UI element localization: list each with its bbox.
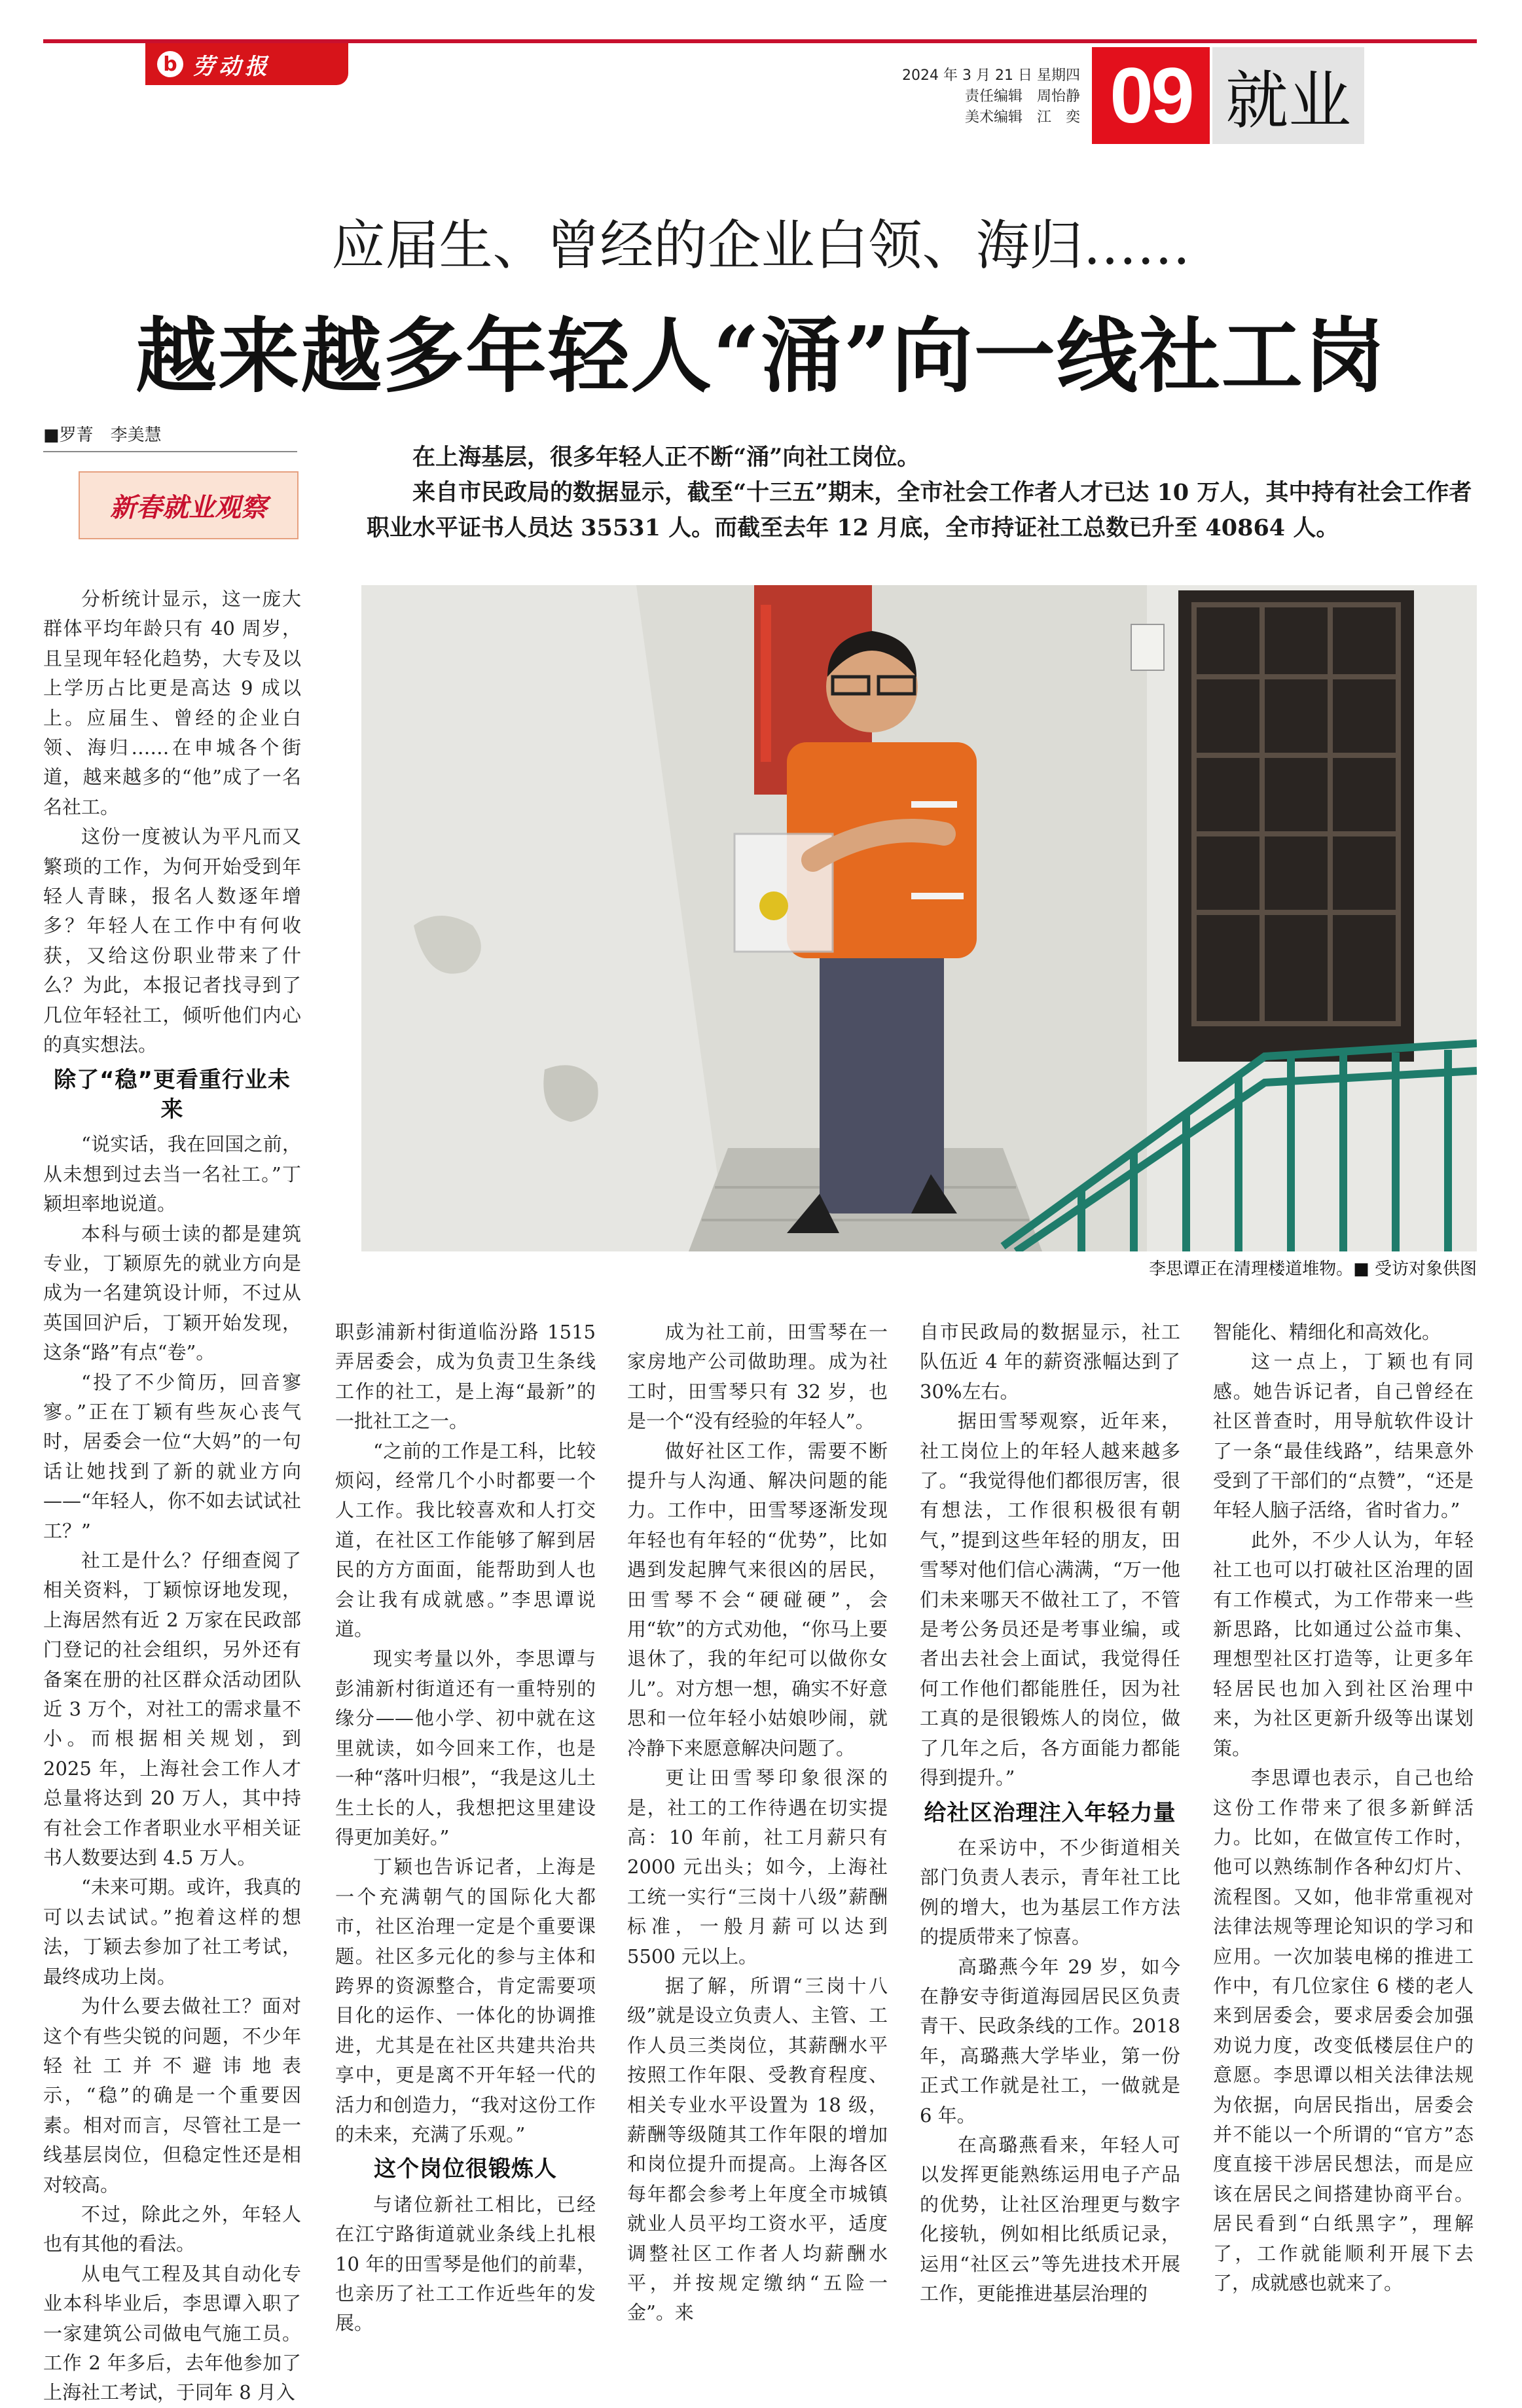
body-paragraph: 从电气工程及其自动化专业本科毕业后，李思谭入职了一家建筑公司做电气施工员。工作 2 年多后，去年他参加了上海社工考试，于同年 8 月入 bbox=[43, 2262, 301, 2404]
body-paragraph: 高璐燕今年 29 岁，如今在静安寺街道海园居民区负责青干、民政条线的工作。2018 年，高璐燕大学毕业，第一份正式工作就是社工，一做就是 6 年。 bbox=[920, 1955, 1180, 2127]
body-paragraph: 智能化、精细化和高效化。 bbox=[1213, 1321, 1441, 1343]
lead-paragraph: 来自市民政局的数据显示，截至“十三五”期末，全市社会工作者人才已达 10 万人，其中持有社会工作者职业水平证书人员达 35531 人。而截至去年 12 月底，全市持证社工总数已升至 40864 人。 bbox=[367, 479, 1472, 541]
issue-info bbox=[884, 65, 1080, 128]
body-paragraph: 与诸位新社工相比，已经在江宁路街道就业条线上扎根 10 年的田雪琴是他们的前辈，也亲历了社工工作近些年的发展。 bbox=[335, 2193, 596, 2335]
body-paragraph: 这一点上，丁颖也有同感。她告诉记者，自己曾经在社区普查时，用导航软件设计了一条“最佳线路”，结果意外受到了干部们的“点赞”，“还是年轻人脑子活络，省时省力。” bbox=[1213, 1350, 1474, 1522]
article-column-3 bbox=[627, 1318, 888, 2328]
lead-paragraph: 在上海基层，很多年轻人正不断“涌”向社工岗位。 bbox=[412, 444, 920, 471]
body-paragraph: 现实考量以外，李思谭与彭浦新村街道还有一重特别的缘分——他小学、初中就在这里就读，如今回来工作，也是一种“落叶归根”，“我是这儿土生土长的人，我想把这里建设得更加美好。” bbox=[335, 1647, 596, 1848]
section-subheading: 给社区治理注入年轻力量 bbox=[924, 1799, 1176, 1826]
body-paragraph: “之前的工作是工科，比较烦闷，经常几个小时都要一个人工作。我比较喜欢和人打交道，在社区工作能够了解到居民的方方面面，能帮助到人也会让我有成就感。”李思谭说道。 bbox=[335, 1439, 596, 1641]
body-paragraph: 据了解，所谓“三岗十八级”就是设立负责人、主管、工作人员三类岗位，其薪酬水平按照工作年限、受教育程度、相关专业水平设置为 18 级，薪酬等级随其工作年限的增加和岗位提升而提高。上海各区每年都会参考上年度全市城镇就业人员平均工资水平，适度调整社区工作者人均薪酬水平，并按规定缴纳“五险一金”。来 bbox=[627, 1974, 888, 2324]
column-badge: 新春就业观察 bbox=[79, 471, 299, 539]
body-paragraph: 成为社工前，田雪琴在一家房地产公司做助理。成为社工时，田雪琴只有 32 岁，也是一个“没有经验的年轻人”。 bbox=[627, 1321, 888, 1433]
body-paragraph: 自市民政局的数据显示，社工队伍近 4 年的薪资涨幅达到了 30%左右。 bbox=[920, 1321, 1180, 1403]
section-subheading: 除了“稳”更看重行业未来 bbox=[54, 1066, 291, 1123]
stairwell-photo-illustration bbox=[361, 585, 1477, 1251]
body-paragraph: 不过，除此之外，年轻人也有其他的看法。 bbox=[43, 2202, 301, 2255]
body-paragraph: 社工是什么？仔细查阅了相关资料，丁颖惊讶地发现，上海居然有近 2 万家在民政部门登记的社会组织，另外还有备案在册的社区群众活动团队近 3 万个，对社工的需求量不小。而根据相关规划，到 2025 年，上海社会工作人才总量将达到 20 万人，其中持有社会工作者职业水平相关证书人数要达到 4.5 万人。 bbox=[43, 1549, 301, 1869]
body-paragraph: 丁颖也告诉记者，上海是一个充满朝气的国际化大都市，社区治理一定是个重要课题。社区多元化的参与主体和跨界的资源整合，肯定需要项目化的运作、一体化的协调推进，尤其是在社区共建共治共享中，更是离不开年轻一代的活力和创造力，“我对这份工作的未来，充满了乐观。” bbox=[335, 1856, 596, 2146]
body-paragraph: “未来可期。或许，我真的可以去试试。”抱着这样的想法，丁颖去参加了社工考试，最终成功上岗。 bbox=[43, 1876, 301, 1988]
lead-paragraphs bbox=[367, 440, 1479, 546]
body-paragraph: “投了不少简历，回音寥寥。”正在丁颖有些灰心丧气时，居委会一位“大妈”的一句话让她找到了新的就业方向——“年轻人，你不如去试试社工？” bbox=[43, 1371, 301, 1542]
article-kicker: 应届生、曾经的企业白领、海归…… bbox=[331, 215, 1191, 277]
article-photo[interactable] bbox=[361, 585, 1477, 1251]
art-editor: 美术编辑 江 奕 bbox=[964, 109, 1080, 126]
article-column-4 bbox=[920, 1318, 1180, 2309]
body-paragraph: 做好社区工作，需要不断提升与人沟通、解决问题的能力。工作中，田雪琴逐渐发现年轻也有年轻的“优势”，比如遇到发起脾气来很凶的居民，田雪琴不会“硬碰硬”，会用“软”的方式劝他，“你马上要退休了，我的年纪可以做你女儿”。对方想一想，确实不好意思和一位年轻小姑娘吵闹，就冷静下来愿意解决问题了。 bbox=[627, 1439, 888, 1759]
body-paragraph: 为什么要去做社工？面对这个有些尖锐的问题，不少年轻社工并不避讳地表示，“稳”的确是一个重要因素。相对而言，尽管社工是一线基层岗位，但稳定性还是相对较高。 bbox=[43, 1995, 301, 2196]
issue-date: 2024 年 3 月 21 日 星期四 bbox=[902, 67, 1080, 84]
logo-text: 劳动报 bbox=[192, 53, 271, 80]
body-paragraph: 在高璐燕看来，年轻人可以发挥更能熟练运用电子产品的优势，让社区治理更与数字化接轨，例如相比纸质记录，运用“社区云”等先进技术开展工作，更能推进基层治理的 bbox=[920, 2133, 1180, 2305]
body-paragraph: 据田雪琴观察，近年来，社工岗位上的年轻人越来越多了。“我觉得他们都很厉害，很有想法，工作很积极很有朝气，”提到这些年轻的朋友，田雪琴对他们信心满满，“万一他们未来哪天不做社工了，不管是考公务员还是考事业编，或者出去社会上面试，我觉得任何工作他们都能胜任，因为社工真的是很锻炼人的岗位，做了几年之后，各方面能力都能得到提升。” bbox=[920, 1410, 1180, 1789]
body-paragraph: 更让田雪琴印象很深的是，社工的工作待遇在切实提高：10 年前，社工月薪只有 2000 元出头；如今，上海社工统一实行“三岗十八级”薪酬标准，一般月薪可以达到 5500 元以上。 bbox=[627, 1767, 888, 1968]
section-subheading: 这个岗位很锻炼人 bbox=[374, 2156, 557, 2183]
section-name: 就业 bbox=[1212, 47, 1364, 144]
body-paragraph: 这份一度被认为平凡而又繁琐的工作，为何开始受到年轻人青睐，报名人数逐年增多？年轻人在工作中有何收获，又给这份职业带来了什么？为此，本报记者找寻到了几位年轻社工，倾听他们内心的真实想法。 bbox=[43, 825, 301, 1056]
body-paragraph: 职彭浦新村街道临汾路 1515 弄居委会，成为负责卫生条线工作的社工，是上海“最新”的一批社工之一。 bbox=[335, 1321, 596, 1433]
body-paragraph: “说实话，我在回国之前，从未想到过去当一名社工。”丁颖坦率地说道。 bbox=[43, 1133, 301, 1215]
article-column-5 bbox=[1213, 1318, 1474, 2298]
body-paragraph: 此外，不少人认为，年轻社工也可以打破社区治理的固有工作模式，为工作带来一些新思路，比如通过公益市集、理想型社区打造等，让更多年轻居民也加入到社区治理中来，为社区更新升级等出谋划策。 bbox=[1213, 1528, 1474, 1759]
article-column-1 bbox=[43, 584, 301, 2408]
newspaper-logo[interactable] bbox=[145, 43, 348, 85]
article-headline: 越来越多年轻人“涌”向一线社工岗 bbox=[136, 309, 1386, 404]
body-paragraph: 本科与硕士读的都是建筑专业，丁颖原先的就业方向是成为一名建筑设计师，不过从英国回沪后，丁颖开始发现，这条“路”有点“卷”。 bbox=[43, 1222, 301, 1364]
section-number: 09 bbox=[1092, 47, 1210, 144]
body-paragraph: 李思谭也表示，自己也给这份工作带来了很多新鲜活力。比如，在做宣传工作时，他可以熟练制作各种幻灯片、流程图。又如，他非常重视对法律法规等理论知识的学习和应用。一次加装电梯的推进工作中，有几位家住 6 楼的老人来到居委会，要求居委会加强劝说力度，改变低楼层住户的意愿。李思谭以相关法律法规为依据，向居民指出，居委会并不能以一个所谓的“官方”态度直接干涉居民想法，而是应该在居民之间搭建协商平台。居民看到“白纸黑字”，理解了，工作就能顺利开展下去了，成就感也就来了。 bbox=[1213, 1767, 1474, 2294]
body-paragraph: 在采访中，不少街道相关部门负责人表示，青年社工比例的增大，也为基层工作方法的提质带来了惊喜。 bbox=[920, 1836, 1180, 1949]
responsible-editor: 责任编辑 周怡静 bbox=[964, 88, 1080, 105]
logo-mark-icon: b bbox=[157, 51, 183, 77]
byline: ■罗菁 李美慧 bbox=[43, 422, 297, 452]
body-paragraph: 分析统计显示，这一庞大群体平均年龄只有 40 周岁，且呈现年轻化趋势，大专及以上学历占比更是高达 9 成以上。应届生、曾经的企业白领、海归……在申城各个街道，越来越多的“他”成了一名名社工。 bbox=[43, 588, 301, 818]
photo-caption: 李思谭正在清理楼道堆物。■ 受访对象供图 bbox=[1149, 1259, 1477, 1279]
article-column-2 bbox=[335, 1318, 596, 2339]
